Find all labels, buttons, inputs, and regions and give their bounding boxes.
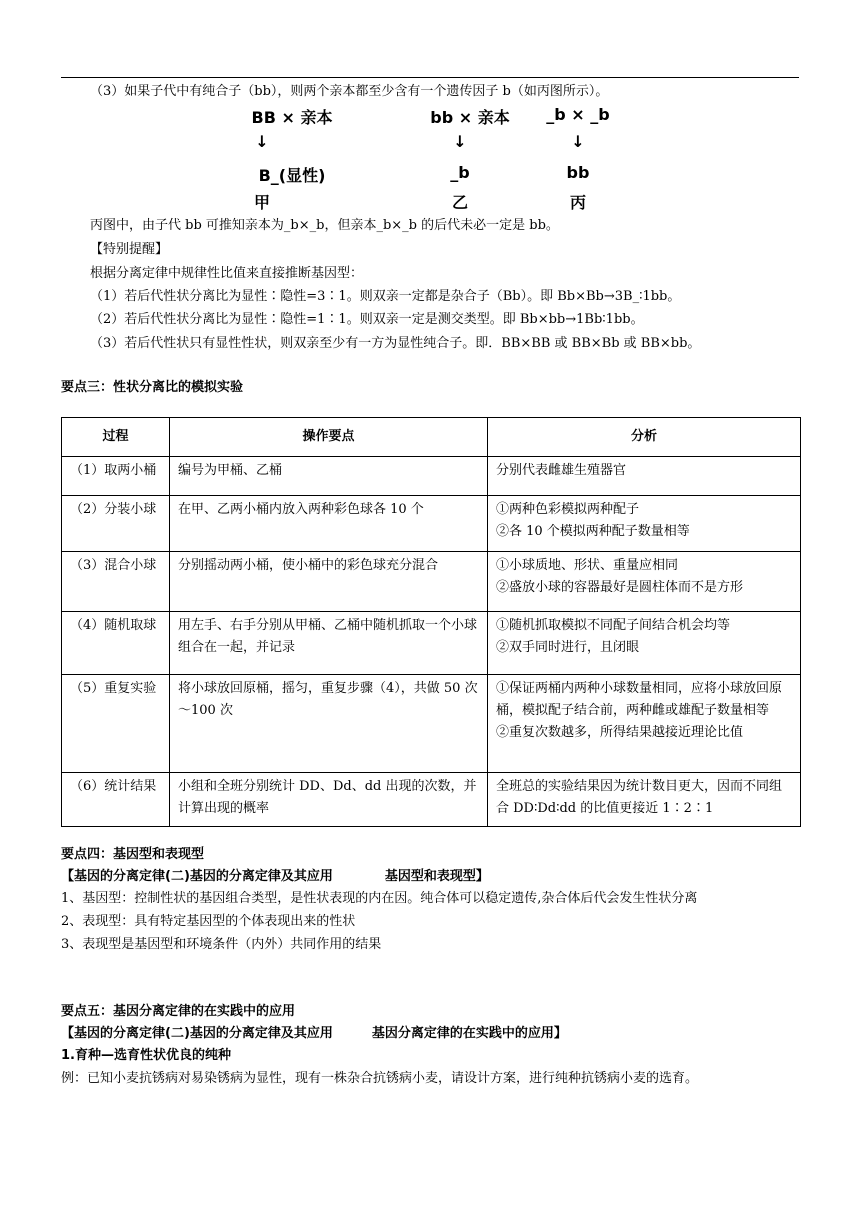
table-header-process: 过程 (62, 418, 170, 457)
point5-example: 例：已知小麦抗锈病对易染锈病为显性，现有一株杂合抗锈病小麦，请设计方案，进行纯种抗锈病小麦的选育。 (61, 1071, 699, 1086)
diagram-jia-arrow: ↓ (255, 132, 269, 151)
cell-operation: 用左手、右手分别从甲桶、乙桶中随机抓取一个小球组合在一起，并记录 (170, 612, 488, 675)
table-row (62, 457, 801, 496)
cell-step: （2）分装小球 (62, 496, 170, 552)
cell-analysis: ①保证两桶内两种小球数量相同，应将小球放回原桶，模拟配子结合前，两种雌或雄配子数量相等 ②重复次数越多，所得结果越接近理论比值 (488, 675, 801, 773)
diagram-bing-offspring: bb (566, 163, 590, 182)
special-reminder-lead: 根据分离定律中规律性比值来直接推断基因型： (90, 266, 364, 281)
cell-step: （6）统计结果 (62, 773, 170, 827)
section-title-point5: 要点五：基因分离定律的在实践中的应用 (61, 1004, 296, 1019)
diagram-bing-label: 丙 (569, 193, 586, 212)
point4-item: 1、基因型：控制性状的基因组合类型，是性状表现的内在因。纯合体可以稳定遗传,杂合体后代会发生性状分离 (61, 891, 698, 906)
table-header-operation: 操作要点 (170, 418, 488, 457)
diagram-jia-label: 甲 (253, 193, 270, 212)
cell-operation: 将小球放回原桶，摇匀，重复步骤（4），共做 50 次～100 次 (170, 675, 488, 773)
cell-operation: 小组和全班分别统计 DD、Dd、dd 出现的次数，并计算出现的概率 (170, 773, 488, 827)
point4-subtitle: 【基因的分离定律(二)基因的分离定律及其应用 基因型和表现型】 (61, 869, 489, 884)
bing-note: 丙图中，由子代 bb 可推知亲本为_b×_b，但亲本_b×_b 的后代未必一定是 bb。 (90, 218, 559, 233)
diagram-yi-arrow: ↓ (453, 132, 467, 151)
special-item: （1）若后代性状分离比为显性∶隐性=3∶1。则双亲一定都是杂合子（Bb）。即 Bb×Bb→3B_∶1bb。 (90, 289, 681, 304)
special-item: （2）若后代性状分离比为显性∶隐性=1∶1。则双亲一定是测交类型。即 Bb×bb→1Bb∶1bb。 (90, 312, 644, 327)
table-header-analysis: 分析 (488, 418, 801, 457)
point5-heading: 1.育种—选育性状优良的纯种 (61, 1048, 231, 1063)
point5-subtitle: 【基因的分离定律(二)基因的分离定律及其应用 基因分离定律的在实践中的应用】 (61, 1026, 567, 1041)
cell-step: （5）重复实验 (62, 675, 170, 773)
diagram-yi-offspring: _b (450, 163, 470, 182)
table-row (62, 496, 801, 552)
cell-step: （1）取两小桶 (62, 457, 170, 496)
diagram-bing-cross: _b × _b (546, 105, 610, 124)
cell-operation: 分别摇动两小桶，使小桶中的彩色球充分混合 (170, 552, 488, 612)
intro-item-3: （3）如果子代中有纯合子（bb），则两个亲本都至少含有一个遗传因子 b（如丙图所示）。 (90, 84, 609, 99)
special-item: （3）若后代性状只有显性性状，则双亲至少有一方为显性纯合子。即．BB×BB 或 BB×Bb 或 BB×bb。 (90, 336, 701, 351)
point4-item: 2、表现型：具有特定基因型的个体表现出来的性状 (61, 914, 356, 929)
table-row (62, 552, 801, 612)
diagram-bing-arrow: ↓ (571, 132, 585, 151)
table-row (62, 773, 801, 827)
cell-analysis: ①两种色彩模拟两种配子 ②各 10 个模拟两种配子数量相等 (488, 496, 801, 552)
cell-analysis: ①小球质地、形状、重量应相同 ②盛放小球的容器最好是圆柱体而不是方形 (488, 552, 801, 612)
special-reminder-title: 【特别提醒】 (90, 242, 169, 257)
header-rule (61, 77, 799, 78)
diagram-jia-offspring: B_(显性) (258, 166, 326, 185)
cell-operation: 在甲、乙两小桶内放入两种彩色球各 10 个 (170, 496, 488, 552)
cell-analysis: 分别代表雌雄生殖器官 (488, 457, 801, 496)
table-row (62, 612, 801, 675)
cell-step: （3）混合小球 (62, 552, 170, 612)
table-header-row (62, 418, 801, 457)
section-title-point3: 要点三：性状分离比的模拟实验 (61, 380, 244, 395)
section-title-point4: 要点四：基因型和表现型 (61, 847, 205, 862)
diagram-yi-cross: bb × 亲本 (430, 108, 510, 127)
diagram-jia-cross: BB × 亲本 (251, 108, 333, 127)
cell-operation: 编号为甲桶、乙桶 (170, 457, 488, 496)
diagram-yi-label: 乙 (451, 193, 468, 212)
table-row (62, 675, 801, 773)
point4-item: 3、表现型是基因型和环境条件（内外）共同作用的结果 (61, 937, 382, 952)
simulation-experiment-table (61, 417, 801, 827)
cell-analysis: ①随机抓取模拟不同配子间结合机会均等 ②双手同时进行，且闭眼 (488, 612, 801, 675)
cell-analysis: 全班总的实验结果因为统计数目更大，因而不同组合 DD∶Dd∶dd 的比值更接近 1∶2∶1 (488, 773, 801, 827)
cell-step: （4）随机取球 (62, 612, 170, 675)
